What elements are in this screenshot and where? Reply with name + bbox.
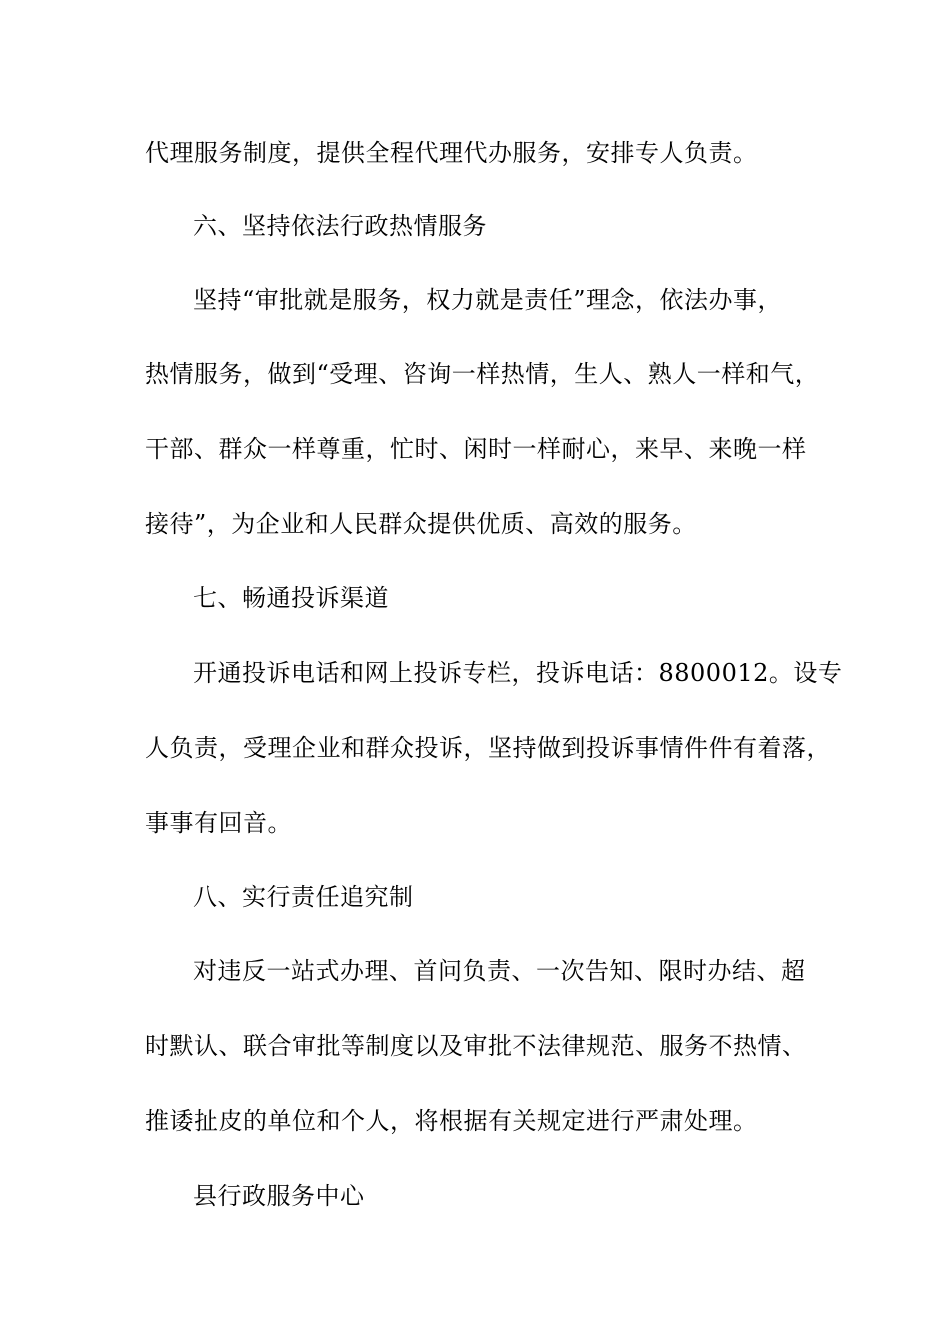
paragraph-line: 干部、群众一样尊重，忙时、闲时一样耐心，来早、来晚一样 xyxy=(145,435,807,463)
paragraph-line: 对违反一站式办理、首问负责、一次告知、限时办结、超 xyxy=(193,957,806,985)
paragraph-line: 代理服务制度，提供全程代理代办服务，安排专人负责。 xyxy=(145,139,758,167)
paragraph-line: 事事有回音。 xyxy=(145,809,292,837)
signature-organization: 县行政服务中心 xyxy=(193,1182,365,1210)
section-heading: 七、畅通投诉渠道 xyxy=(193,584,389,612)
paragraph-line: 时默认、联合审批等制度以及审批不法律规范、服务不热情、 xyxy=(145,1032,807,1060)
paragraph-line: 热情服务，做到“受理、咨询一样热情，生人、熟人一样和气， xyxy=(145,360,820,388)
section-heading: 六、坚持依法行政热情服务 xyxy=(193,212,487,240)
paragraph-line: 开通投诉电话和网上投诉专栏，投诉电话：8800012。设专 xyxy=(193,659,843,687)
paragraph-line: 推诿扯皮的单位和个人，将根据有关规定进行严肃处理。 xyxy=(145,1107,758,1135)
section-heading: 八、实行责任追究制 xyxy=(193,883,414,911)
paragraph-line: 人负责，受理企业和群众投诉，坚持做到投诉事情件件有着落， xyxy=(145,734,831,762)
paragraph-line: 坚持“审批就是服务，权力就是责任”理念，依法办事， xyxy=(193,286,783,314)
paragraph-line: 接待”，为企业和人民群众提供优质、高效的服务。 xyxy=(145,510,697,538)
